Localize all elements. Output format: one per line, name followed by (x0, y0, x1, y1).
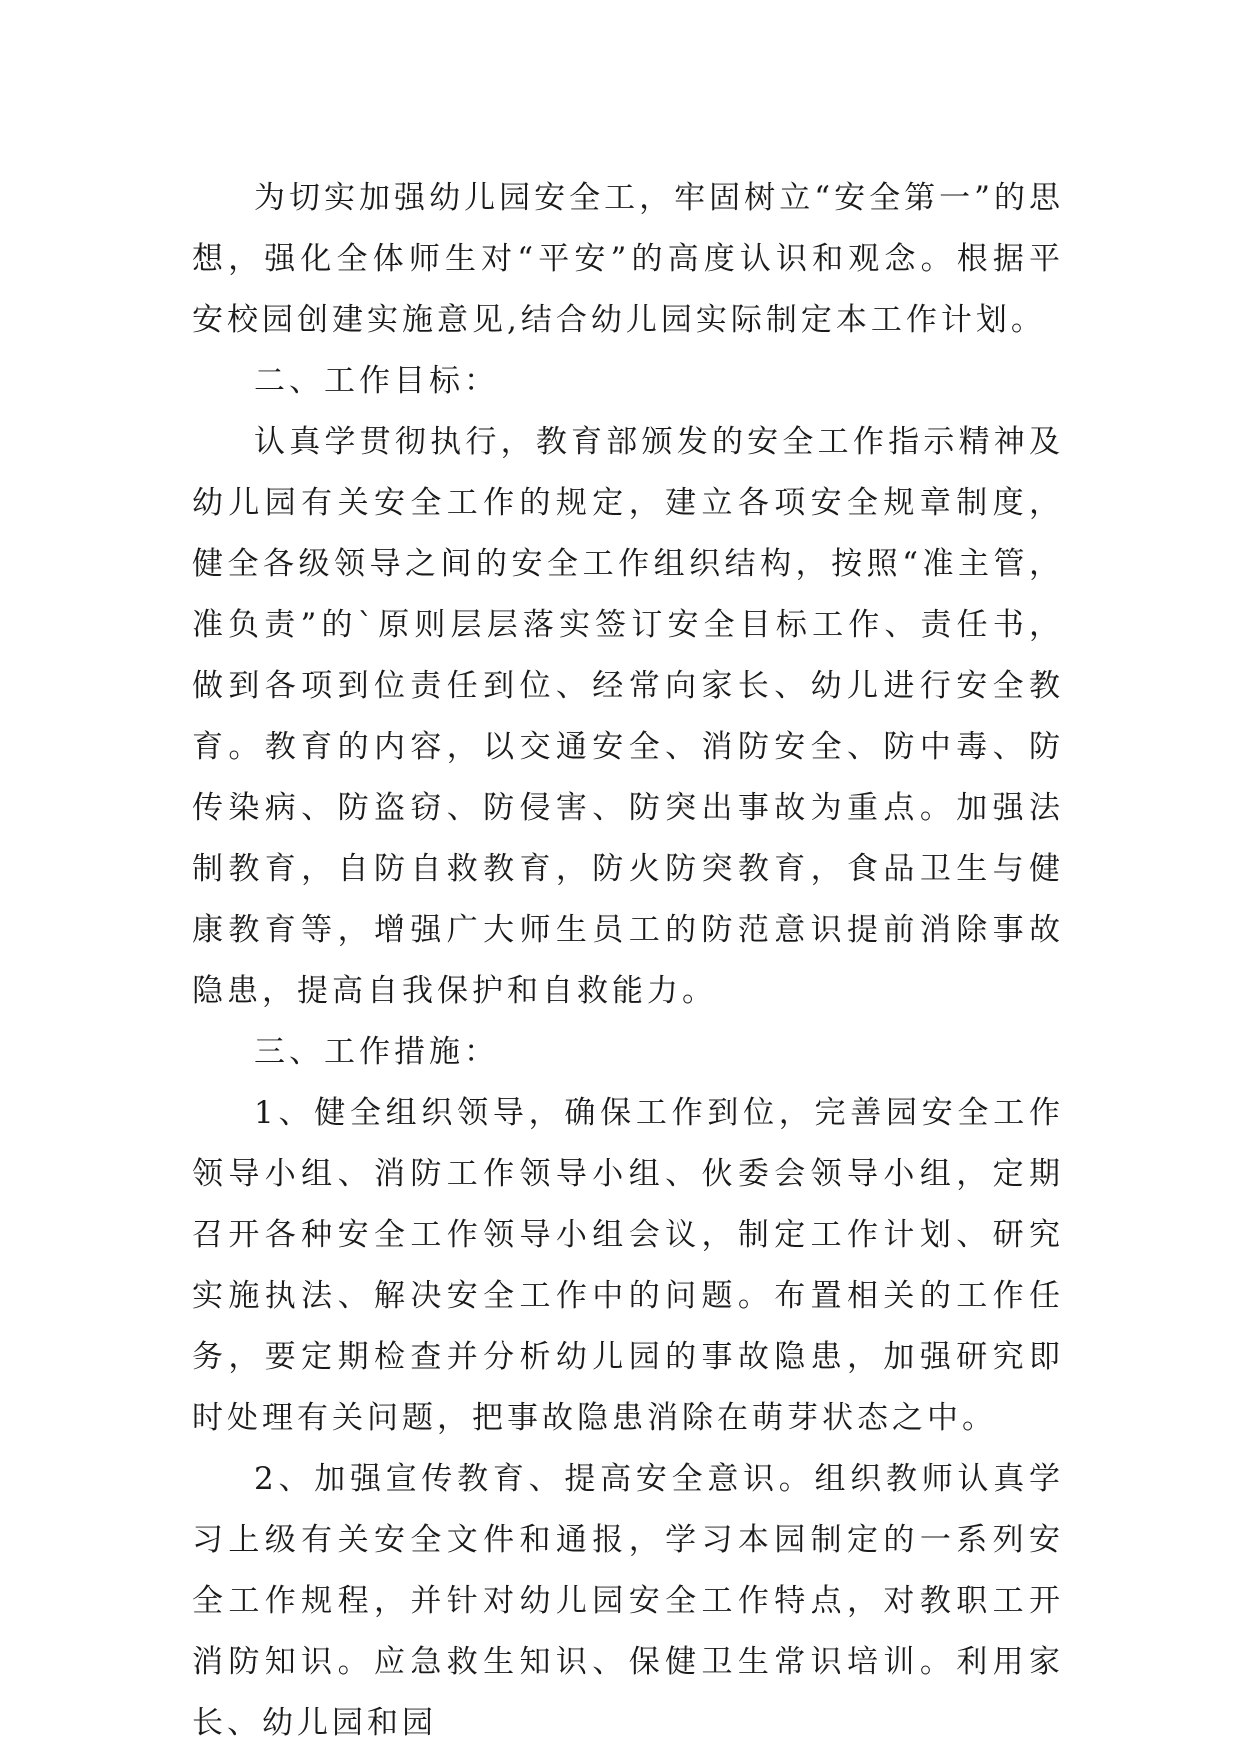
intro-paragraph: 为切实加强幼儿园安全工，牢固树立“安全第一”的思想，强化全体师生对“平安”的高度认识和观念。根据平安校园创建实施意见,结合幼儿园实际制定本工作计划。 (192, 180, 1064, 338)
measure-2-paragraph: 2、加强宣传教育、提高安全意识。组织教师认真学习上级有关安全文件和通报，学习本园制定的一系列安全工作规程，并针对幼儿园安全工作特点，对教职工开消防知识。应急救生知识、保健卫生常识培训。利用家长、幼儿园和园 (192, 1461, 1064, 1741)
section-heading-measures: 三、工作措施： (254, 1034, 499, 1070)
document-body (192, 168, 1064, 1754)
measure-1-paragraph: 1、健全组织领导，确保工作到位，完善园安全工作领导小组、消防工作领导小组、伙委会领导小组，定期召开各种安全工作领导小组会议，制定工作计划、研究实施执法、解决安全工作中的问题。布置相关的工作任务，要定期检查并分析幼儿园的事故隐患，加强研究即时处理有关问题，把事故隐患消除在萌芽状态之中。 (192, 1095, 1064, 1436)
goals-paragraph: 认真学贯彻执行，教育部颁发的安全工作指示精神及幼儿园有关安全工作的规定，建立各项安全规章制度，健全各级领导之间的安全工作组织结构，按照“准主管，准负责”的`原则层层落实签订安全目标工作、责任书，做到各项到位责任到位、经常向家长、幼儿进行安全教育。教育的内容，以交通安全、消防安全、防中毒、防传染病、防盗窃、防侵害、防突出事故为重点。加强法制教育，自防自救教育，防火防突教育，食品卫生与健康教育等，增强广大师生员工的防范意识提前消除事故隐患，提高自我保护和自救能力。 (192, 424, 1064, 1009)
section-heading-goals: 二、工作目标： (254, 363, 499, 399)
